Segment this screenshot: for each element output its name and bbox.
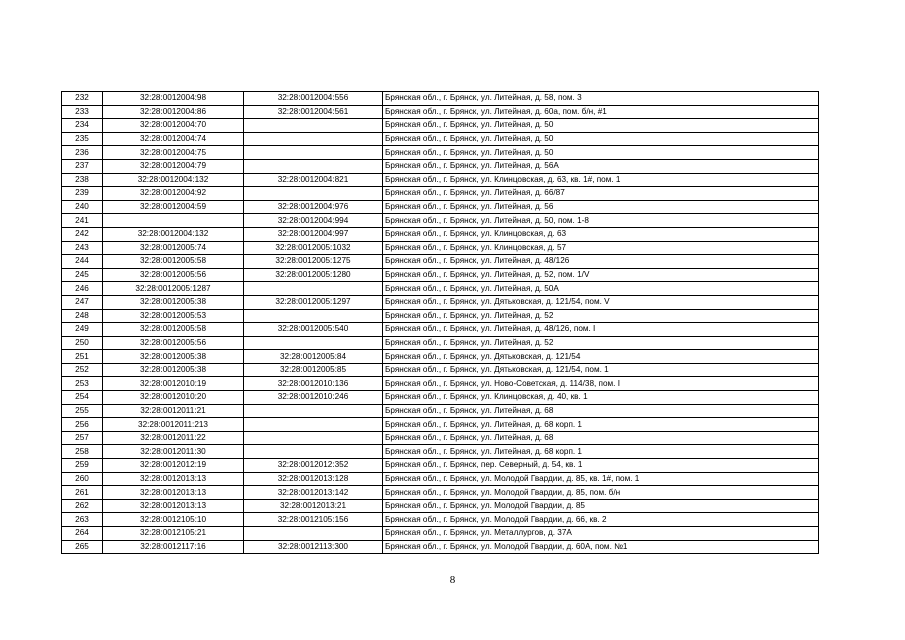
table-row	[62, 282, 819, 296]
object-number-cell: 32:28:0012012:352	[244, 459, 383, 473]
object-number-cell: 32:28:0012004:561	[244, 105, 383, 119]
parcel-number-cell: 32:28:0012005:38	[103, 350, 244, 364]
table-row	[62, 132, 819, 146]
table-row	[62, 445, 819, 459]
object-number-cell: 32:28:0012005:84	[244, 350, 383, 364]
row-number-cell: 257	[62, 431, 103, 445]
table-row	[62, 241, 819, 255]
row-number-cell: 241	[62, 214, 103, 228]
row-number-cell: 240	[62, 200, 103, 214]
object-number-cell: 32:28:0012005:1275	[244, 255, 383, 269]
page-number: 8	[449, 574, 456, 586]
address-cell: Брянская обл., г. Брянск, ул. Литейная, д. 50	[383, 119, 819, 133]
table-row	[62, 459, 819, 473]
address-cell: Брянская обл., г. Брянск, ул. Клинцовская, д. 57	[383, 241, 819, 255]
address-cell: Брянская обл., г. Брянск, ул. Литейная, д. 58, пом. 3	[383, 92, 819, 106]
address-cell: Брянская обл., г. Брянск, ул. Литейная, д. 66/87	[383, 187, 819, 201]
parcel-number-cell: 32:28:0012005:56	[103, 336, 244, 350]
table-row	[62, 227, 819, 241]
object-number-cell	[244, 132, 383, 146]
row-number-cell: 263	[62, 513, 103, 527]
row-number-cell: 248	[62, 309, 103, 323]
row-number-cell: 264	[62, 527, 103, 541]
parcel-number-cell: 32:28:0012012:19	[103, 459, 244, 473]
table-row	[62, 486, 819, 500]
address-cell: Брянская обл., г. Брянск, ул. Клинцовская, д. 63	[383, 227, 819, 241]
parcel-number-cell: 32:28:0012013:13	[103, 499, 244, 513]
table-row	[62, 105, 819, 119]
parcel-number-cell: 32:28:0012004:79	[103, 159, 244, 173]
address-cell: Брянская обл., г. Брянск, ул. Клинцовская, д. 40, кв. 1	[383, 391, 819, 405]
parcel-number-cell: 32:28:0012010:19	[103, 377, 244, 391]
row-number-cell: 232	[62, 92, 103, 106]
object-number-cell: 32:28:0012105:156	[244, 513, 383, 527]
parcel-number-cell: 32:28:0012004:92	[103, 187, 244, 201]
table-row	[62, 119, 819, 133]
table-row	[62, 159, 819, 173]
table-row	[62, 146, 819, 160]
row-number-cell: 246	[62, 282, 103, 296]
row-number-cell: 245	[62, 268, 103, 282]
object-number-cell: 32:28:0012005:85	[244, 363, 383, 377]
object-number-cell: 32:28:0012004:821	[244, 173, 383, 187]
parcel-number-cell: 32:28:0012005:58	[103, 323, 244, 337]
row-number-cell: 242	[62, 227, 103, 241]
row-number-cell: 251	[62, 350, 103, 364]
address-cell: Брянская обл., г. Брянск, ул. Литейная, д. 52	[383, 309, 819, 323]
table-row	[62, 323, 819, 337]
object-number-cell	[244, 159, 383, 173]
address-cell: Брянская обл., г. Брянск, ул. Литейная, д. 50, пом. 1-8	[383, 214, 819, 228]
object-number-cell	[244, 146, 383, 160]
row-number-cell: 249	[62, 323, 103, 337]
address-cell: Брянская обл., г. Брянск, ул. Литейная, д. 68	[383, 431, 819, 445]
row-number-cell: 239	[62, 187, 103, 201]
parcel-number-cell: 32:28:0012005:38	[103, 295, 244, 309]
object-number-cell	[244, 336, 383, 350]
object-number-cell	[244, 404, 383, 418]
object-number-cell: 32:28:0012005:1032	[244, 241, 383, 255]
row-number-cell: 238	[62, 173, 103, 187]
address-cell: Брянская обл., г. Брянск, ул. Литейная, д. 68 корп. 1	[383, 445, 819, 459]
object-number-cell	[244, 431, 383, 445]
object-number-cell: 32:28:0012010:136	[244, 377, 383, 391]
row-number-cell: 233	[62, 105, 103, 119]
address-cell: Брянская обл., г. Брянск, ул. Молодой Гвардии, д. 85, пом. б/н	[383, 486, 819, 500]
parcel-number-cell: 32:28:0012004:59	[103, 200, 244, 214]
table-row	[62, 92, 819, 106]
object-number-cell	[244, 282, 383, 296]
parcel-number-cell: 32:28:0012004:74	[103, 132, 244, 146]
object-number-cell: 32:28:0012005:1297	[244, 295, 383, 309]
parcel-number-cell: 32:28:0012011:30	[103, 445, 244, 459]
object-number-cell	[244, 527, 383, 541]
parcel-number-cell: 32:28:0012004:132	[103, 227, 244, 241]
table-row	[62, 187, 819, 201]
address-cell: Брянская обл., г. Брянск, ул. Литейная, д. 60а, пом. б/н, #1	[383, 105, 819, 119]
table-body	[62, 92, 819, 554]
table-row	[62, 336, 819, 350]
table-row	[62, 268, 819, 282]
object-number-cell: 32:28:0012004:556	[244, 92, 383, 106]
address-cell: Брянская обл., г. Брянск, ул. Литейная, д. 68	[383, 404, 819, 418]
address-cell: Брянская обл., г. Брянск, ул. Металлургов, д. 37А	[383, 527, 819, 541]
row-number-cell: 244	[62, 255, 103, 269]
parcel-number-cell: 32:28:0012004:86	[103, 105, 244, 119]
table-row	[62, 295, 819, 309]
table-row	[62, 214, 819, 228]
row-number-cell: 261	[62, 486, 103, 500]
table-row	[62, 377, 819, 391]
row-number-cell: 243	[62, 241, 103, 255]
object-number-cell: 32:28:0012013:128	[244, 472, 383, 486]
row-number-cell: 258	[62, 445, 103, 459]
address-cell: Брянская обл., г. Брянск, ул. Литейная, д. 56	[383, 200, 819, 214]
object-number-cell	[244, 119, 383, 133]
address-cell: Брянская обл., г. Брянск, ул. Ново-Советская, д. 114/38, пом. I	[383, 377, 819, 391]
parcel-number-cell: 32:28:0012105:21	[103, 527, 244, 541]
address-cell: Брянская обл., г. Брянск, ул. Литейная, д. 50А	[383, 282, 819, 296]
address-cell: Брянская обл., г. Брянск, пер. Северный, д. 54, кв. 1	[383, 459, 819, 473]
parcel-number-cell: 32:28:0012105:10	[103, 513, 244, 527]
address-cell: Брянская обл., г. Брянск, ул. Литейная, д. 50	[383, 132, 819, 146]
object-number-cell: 32:28:0012004:997	[244, 227, 383, 241]
table-row	[62, 472, 819, 486]
parcel-number-cell: 32:28:0012010:20	[103, 391, 244, 405]
table-row	[62, 309, 819, 323]
address-cell: Брянская обл., г. Брянск, ул. Литейная, д. 52, пом. 1/V	[383, 268, 819, 282]
table-row	[62, 540, 819, 554]
address-cell: Брянская обл., г. Брянск, ул. Молодой Гвардии, д. 66, кв. 2	[383, 513, 819, 527]
row-number-cell: 236	[62, 146, 103, 160]
object-number-cell: 32:28:0012113:300	[244, 540, 383, 554]
object-number-cell: 32:28:0012004:976	[244, 200, 383, 214]
row-number-cell: 234	[62, 119, 103, 133]
address-cell: Брянская обл., г. Брянск, ул. Литейная, д. 50	[383, 146, 819, 160]
row-number-cell: 265	[62, 540, 103, 554]
address-cell: Брянская обл., г. Брянск, ул. Литейная, д. 52	[383, 336, 819, 350]
row-number-cell: 235	[62, 132, 103, 146]
object-number-cell: 32:28:0012004:994	[244, 214, 383, 228]
object-number-cell	[244, 309, 383, 323]
parcel-number-cell	[103, 214, 244, 228]
row-number-cell: 259	[62, 459, 103, 473]
address-cell: Брянская обл., г. Брянск, ул. Молодой Гвардии, д. 85	[383, 499, 819, 513]
parcel-number-cell: 32:28:0012011:213	[103, 418, 244, 432]
object-number-cell	[244, 187, 383, 201]
parcel-number-cell: 32:28:0012011:21	[103, 404, 244, 418]
table-row	[62, 255, 819, 269]
parcel-number-cell: 32:28:0012004:132	[103, 173, 244, 187]
parcel-number-cell: 32:28:0012005:1287	[103, 282, 244, 296]
address-cell: Брянская обл., г. Брянск, ул. Дятьковская, д. 121/54, пом. V	[383, 295, 819, 309]
address-cell: Брянская обл., г. Брянск, ул. Молодой Гвардии, д. 85, кв. 1#, пом. 1	[383, 472, 819, 486]
object-number-cell	[244, 418, 383, 432]
object-number-cell: 32:28:0012013:142	[244, 486, 383, 500]
table-row	[62, 418, 819, 432]
address-cell: Брянская обл., г. Брянск, ул. Дятьковская, д. 121/54	[383, 350, 819, 364]
row-number-cell: 253	[62, 377, 103, 391]
object-number-cell: 32:28:0012010:246	[244, 391, 383, 405]
row-number-cell: 237	[62, 159, 103, 173]
parcel-number-cell: 32:28:0012004:75	[103, 146, 244, 160]
parcel-number-cell: 32:28:0012005:58	[103, 255, 244, 269]
table-row	[62, 363, 819, 377]
table-row	[62, 200, 819, 214]
table-row	[62, 527, 819, 541]
row-number-cell: 247	[62, 295, 103, 309]
table-row	[62, 513, 819, 527]
address-cell: Брянская обл., г. Брянск, ул. Литейная, д. 56А	[383, 159, 819, 173]
object-number-cell: 32:28:0012005:540	[244, 323, 383, 337]
parcel-number-cell: 32:28:0012011:22	[103, 431, 244, 445]
row-number-cell: 260	[62, 472, 103, 486]
row-number-cell: 255	[62, 404, 103, 418]
row-number-cell: 256	[62, 418, 103, 432]
table-row	[62, 173, 819, 187]
parcel-number-cell: 32:28:0012117:16	[103, 540, 244, 554]
address-cell: Брянская обл., г. Брянск, ул. Литейная, д. 48/126, пом. I	[383, 323, 819, 337]
row-number-cell: 262	[62, 499, 103, 513]
table-row	[62, 499, 819, 513]
table-row	[62, 431, 819, 445]
parcel-number-cell: 32:28:0012005:56	[103, 268, 244, 282]
property-table	[61, 91, 819, 554]
parcel-number-cell: 32:28:0012005:53	[103, 309, 244, 323]
parcel-number-cell: 32:28:0012005:38	[103, 363, 244, 377]
parcel-number-cell: 32:28:0012005:74	[103, 241, 244, 255]
address-cell: Брянская обл., г. Брянск, ул. Дятьковская, д. 121/54, пом. 1	[383, 363, 819, 377]
object-number-cell	[244, 445, 383, 459]
address-cell: Брянская обл., г. Брянск, ул. Литейная, д. 68 корп. 1	[383, 418, 819, 432]
row-number-cell: 252	[62, 363, 103, 377]
parcel-number-cell: 32:28:0012004:70	[103, 119, 244, 133]
address-cell: Брянская обл., г. Брянск, ул. Молодой Гвардии, д. 60А, пом. №1	[383, 540, 819, 554]
parcel-number-cell: 32:28:0012004:98	[103, 92, 244, 106]
table-row	[62, 350, 819, 364]
parcel-number-cell: 32:28:0012013:13	[103, 472, 244, 486]
row-number-cell: 254	[62, 391, 103, 405]
table-row	[62, 391, 819, 405]
row-number-cell: 250	[62, 336, 103, 350]
address-cell: Брянская обл., г. Брянск, ул. Литейная, д. 48/126	[383, 255, 819, 269]
address-cell: Брянская обл., г. Брянск, ул. Клинцовская, д. 63, кв. 1#, пом. 1	[383, 173, 819, 187]
object-number-cell: 32:28:0012005:1280	[244, 268, 383, 282]
table-row	[62, 404, 819, 418]
parcel-number-cell: 32:28:0012013:13	[103, 486, 244, 500]
object-number-cell: 32:28:0012013:21	[244, 499, 383, 513]
